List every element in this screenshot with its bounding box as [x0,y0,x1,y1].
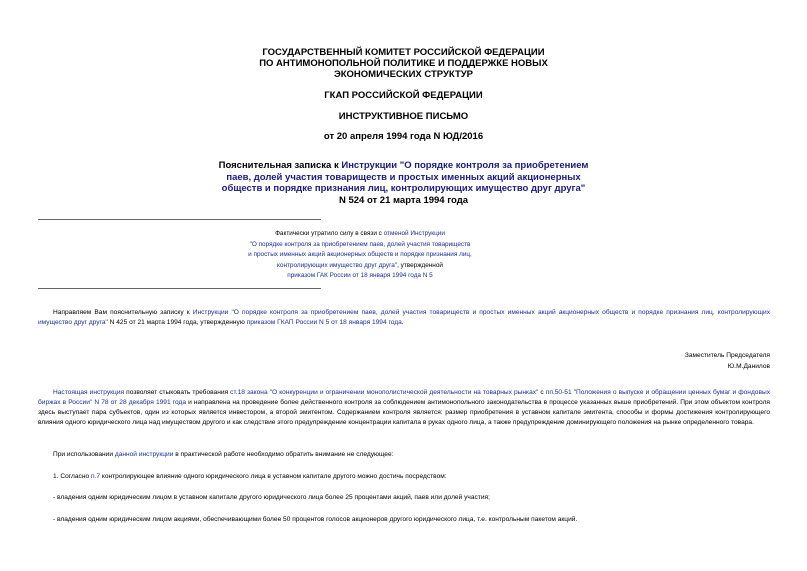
intro-text-2: N 425 от 21 марта 1994 года, утвержденную [107,319,247,326]
signature-name: Ю.М.Данилов [727,362,770,370]
title-note-suffix: N 524 от 21 марта 1994 года [338,194,469,206]
para1-law-link[interactable]: ст.18 закона "О конкуренции и ограничении монополистической деятельности на товарных рынках" [230,389,539,396]
para1-instruction-link[interactable]: Настоящая инструкция [53,389,125,396]
header-date-number: от 20 апреля 1994 года N ЮД/2016 [323,131,484,142]
title-note-prefix: Пояснительная записка к [218,160,342,171]
para1-regulation-link[interactable]: пп.50-51 "Положения о выпуске и обращении ценных бумаг и фондовых биржах в России" N 78 от 28 декабря 1991 года [38,389,770,406]
intro-order-link[interactable]: приказом ГКАП России N 5 от 18 января 1994 года [246,319,402,326]
para2-instruction-link[interactable]: данной инструкции [114,451,174,458]
para1-text-2: с [538,389,546,396]
divider-bottom [38,288,321,289]
repeal-approved-text: , утвержденной [397,261,443,269]
body-paragraph-2 [38,450,770,460]
signature [685,351,770,372]
header-org [0,47,807,80]
title-note-link-2[interactable]: паев, долей участия товариществ и простых именных акций акционерных [226,171,581,183]
body-paragraph-5: - владения одним юридическим лицом акциями, обеспечивающими более 50 процентов голосов акционеров другого юридического лица, т.е. контрольным пакетом акций. [53,516,578,523]
repeal-notice [190,229,530,282]
para2-text-2: в практической работе необходимо обратить внимание не следующее: [173,451,394,458]
intro-text-1: Направляем Вам пояснительную записку к [53,309,193,316]
para2-text-1: При использовании [53,451,115,458]
header-line-2: ПО АНТИМОНОПОЛЬНОЙ ПОЛИТИКЕ И ПОДДЕРЖКЕ НОВЫХ [259,58,548,69]
title-note-link-1[interactable]: Инструкции "О порядке контроля за приобретением [341,160,589,171]
body-paragraph-4: - владения одним юридическим лицом в уставном капитале другого юридического лица более 25 процентами акций, паев или долей участия; [53,494,490,501]
divider-top [38,219,321,220]
intro-text-3: . [401,319,404,326]
header-doc-type: ИНСТРУКТИВНОЕ ПИСЬМО [338,111,469,122]
intro-paragraph [38,308,770,328]
repeal-text: Фактически утратило силу в связи с [275,230,384,237]
repeal-instruction-link-3[interactable]: контролирующих имущество друг друга" [277,261,398,269]
title-note-link-3[interactable]: обществ и порядке признания лиц, контролирующих имущество друг друга" [221,183,586,194]
para3-text-2: контролирующее влияние одного юридического лица в уставном капитале другого можно достичь посредством: [100,473,447,480]
repeal-instruction-link-1[interactable]: "О порядке контроля за приобретением паев, долей участия товариществ [249,240,471,248]
header-agency: ГКАП РОССИЙСКОЙ ФЕДЕРАЦИИ [324,90,483,101]
signature-position: Заместитель Председателя [684,352,770,359]
para1-text-3: и направлена на проведение более действенного контроля за соблюдением антимонопольного законодательства в процессе указанных выше приобретений. При этом объектом контроля здесь выступает пара субъектов, один из которых является инвестором, а второй эмитентом. Содержанием контроля является: размер приобретения в уставном капитале эмитента, способы и формы достижения контролирующего влияния одного юридического лица над имуществом другого и как следствие этого предупреждение концентрации капитала в руках одного лица, а также предупреждение доминирующего положения на рынке определенного товара. [38,399,770,426]
repeal-instruction-link-2[interactable]: и простых именных акций акционерных обществ и порядке признания лиц, [248,251,472,259]
header-line-3: ЭКОНОМИЧЕСКИХ СТРУКТУР [333,69,474,80]
intro-instruction-link[interactable]: Инструкции "О порядке контроля за приобретением паев, долей участия товариществ и простых именных акций акционерных обществ и порядке признания лиц, контролирующих имущество друг друга" [38,309,770,326]
para3-text-1: 1. Согласно [53,473,91,480]
body-paragraph-3 [38,472,770,482]
repeal-cancel-link[interactable]: отменой Инструкции [383,230,445,237]
title-note [0,160,807,206]
para1-text-1: позволяет стыковать требования [124,389,231,396]
para3-clause-link[interactable]: п.7 [90,473,101,480]
body-paragraph-1 [38,388,770,428]
repeal-order-link[interactable]: приказом ГАК России от 18 января 1994 года N 5 [287,272,433,280]
header-line-1: ГОСУДАРСТВЕННЫЙ КОМИТЕТ РОССИЙСКОЙ ФЕДЕРАЦИИ [262,47,545,58]
